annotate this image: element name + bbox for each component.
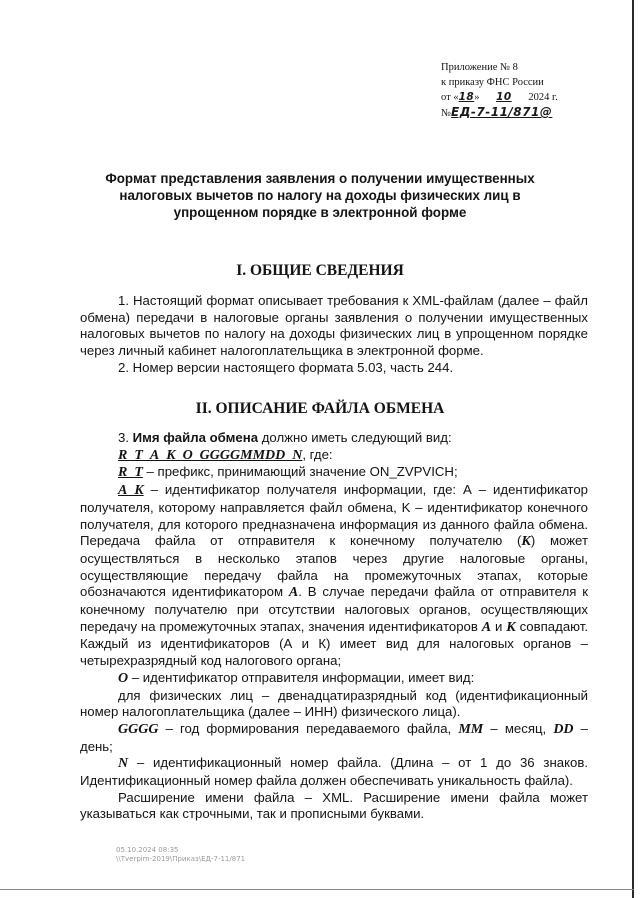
appendix-line-1: Приложение № 8 bbox=[441, 62, 518, 73]
section-2-body bbox=[80, 430, 588, 823]
n-definition: N – идентификационный номер файла. (Длина – от 1 до 36 знаков. Идентификационный номер файла должен обеспечивать уникальность файла). bbox=[80, 755, 588, 789]
paragraph-1: 1. Настоящий формат описывает требования к XML-файлам (далее – файл обмена) передачи в налоговые органы заявления о получении имущественных налоговых вычетов по налогу на доходы физических лиц в упрощенном порядке через личный кабинет налогоплательщика в электронной форме. bbox=[80, 293, 588, 359]
order-number: ЕД-7-11/871@ bbox=[451, 105, 553, 119]
document-title: Формат представления заявления о получении имущественных налоговых вычетов по налогу на доходы физических лиц в упрощенном порядке в электронной форме bbox=[105, 171, 535, 220]
section-2-heading: II. ОПИСАНИЕ ФАЙЛА ОБМЕНА bbox=[195, 400, 445, 417]
print-footer: 05.10.2024 08:35 \\Tverpim-2019\Приказ\ЕД-7-11/871 bbox=[116, 846, 246, 863]
section-1-heading: I. ОБЩИЕ СВЕДЕНИЯ bbox=[236, 262, 404, 279]
filename-pattern: R_T_A_K_O_GGGGMMDD_N, где: bbox=[118, 446, 333, 463]
section-1-body bbox=[80, 293, 588, 377]
date-definition: GGGG – год формирования передаваемого файла, MM – месяц, DD – день; bbox=[80, 720, 589, 754]
date-day: 18 bbox=[458, 91, 475, 103]
scan-edge-right bbox=[632, 0, 634, 898]
individuals-definition: для физических лиц – двенадцатиразрядный код (идентификационный номер налогоплательщика (далее – ИНН) физического лица). bbox=[80, 687, 588, 720]
date-year: 2024 г. bbox=[528, 92, 558, 103]
extension-definition: Расширение имени файла – XML. Расширение имени файла может указываться как строчными, так и прописными буквами. bbox=[80, 789, 588, 822]
o-definition: О – идентификатор отправителя информации, имеет вид: bbox=[118, 669, 475, 686]
date-month: 10 bbox=[496, 91, 512, 103]
appendix-date: от «18» 10 2024 г. bbox=[441, 91, 558, 103]
rt-definition: R_T – префикс, принимающий значение ON_ZVPVICH; bbox=[118, 464, 458, 481]
appendix-block bbox=[441, 60, 591, 121]
paragraph-2: 2. Номер версии настоящего формата 5.03, часть 244. bbox=[118, 359, 454, 375]
paragraph-3: 3. Имя файла обмена должно иметь следующий вид: bbox=[118, 430, 452, 445]
appendix-line-2: к приказу ФНС России bbox=[441, 77, 544, 88]
ak-definition: A_K – идентификатор получателя информации, где: А – идентификатор получателя, которому направляется файл обмена, K – идентификатор конечного получателя, для которого предназначена информация из данного файла обмена. Передача файла от отправителя к конечному получателю (К) может осуществляться в несколько этапов через другие налоговые органы, осуществляющие передачу файла на промежуточных этапах, которые обозначаются идентификатором А. В случае передачи файла от отправителя к конечному получателю при отсутствии налоговых органов, осуществляющих передачу на промежуточных этапах, значения идентификаторов А и К совпадают. Каждый из идентификаторов (А и К) имеет вид для налоговых органов – четырехразрядный код налогового органа; bbox=[80, 482, 588, 669]
appendix-number: №ЕД-7-11/871@ bbox=[441, 105, 553, 119]
scan-edge-bottom bbox=[0, 889, 634, 890]
